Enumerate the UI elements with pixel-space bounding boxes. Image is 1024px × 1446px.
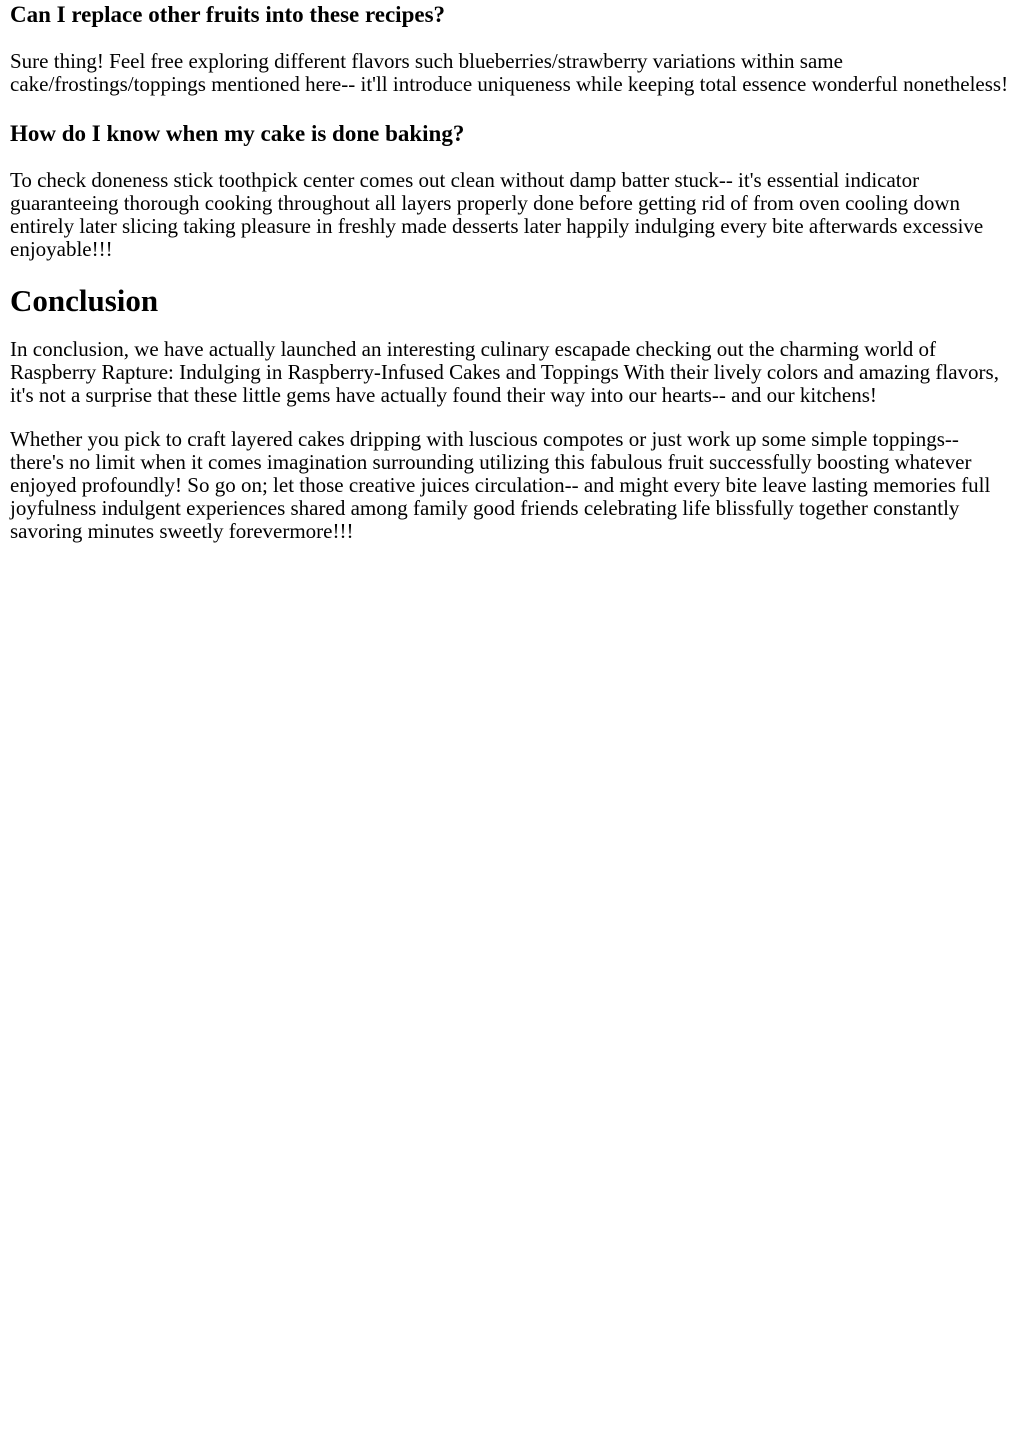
faq-answer-substitute-fruits: Sure thing! Feel free exploring different flavors such blueberries/strawberry variations within same cake/frostings/toppings mentioned here-- it'll introduce uniqueness while keeping total essence wonderful nonetheless! [10, 49, 1009, 96]
faq-question-cake-doneness: How do I know when my cake is done baking? [10, 121, 465, 146]
faq-question-substitute-fruits: Can I replace other fruits into these recipes? [10, 2, 446, 27]
conclusion-heading: Conclusion [10, 283, 159, 318]
article-content [0, 0, 1024, 543]
conclusion-paragraph: In conclusion, we have actually launched an interesting culinary escapade checking out the charming world of Raspberry Rapture: Indulging in Raspberry-Infused Cakes and Toppings With their lively colors and amazing flavors, it's not a surprise that these little gems have actually found their way into our hearts-- and our kitchens! [10, 337, 999, 407]
faq-answer-cake-doneness: To check doneness stick toothpick center comes out clean without damp batter stuck-- it's essential indicator guaranteeing thorough cooking throughout all layers properly done before getting rid of from oven cooling down entirely later slicing taking pleasure in freshly made desserts later happily indulging every bite afterwards excessive enjoyable!!! [10, 168, 984, 261]
conclusion-paragraph: Whether you pick to craft layered cakes dripping with luscious compotes or just work up some simple toppings-- there's no limit when it comes imagination surrounding utilizing this fabulous fruit successfully boosting whatever enjoyed profoundly! So go on; let those creative juices circulation-- and might every bite leave lasting memories full joyfulness indulgent experiences shared among family good friends celebrating life blissfully together constantly savoring minutes sweetly forevermore!!! [10, 427, 991, 543]
